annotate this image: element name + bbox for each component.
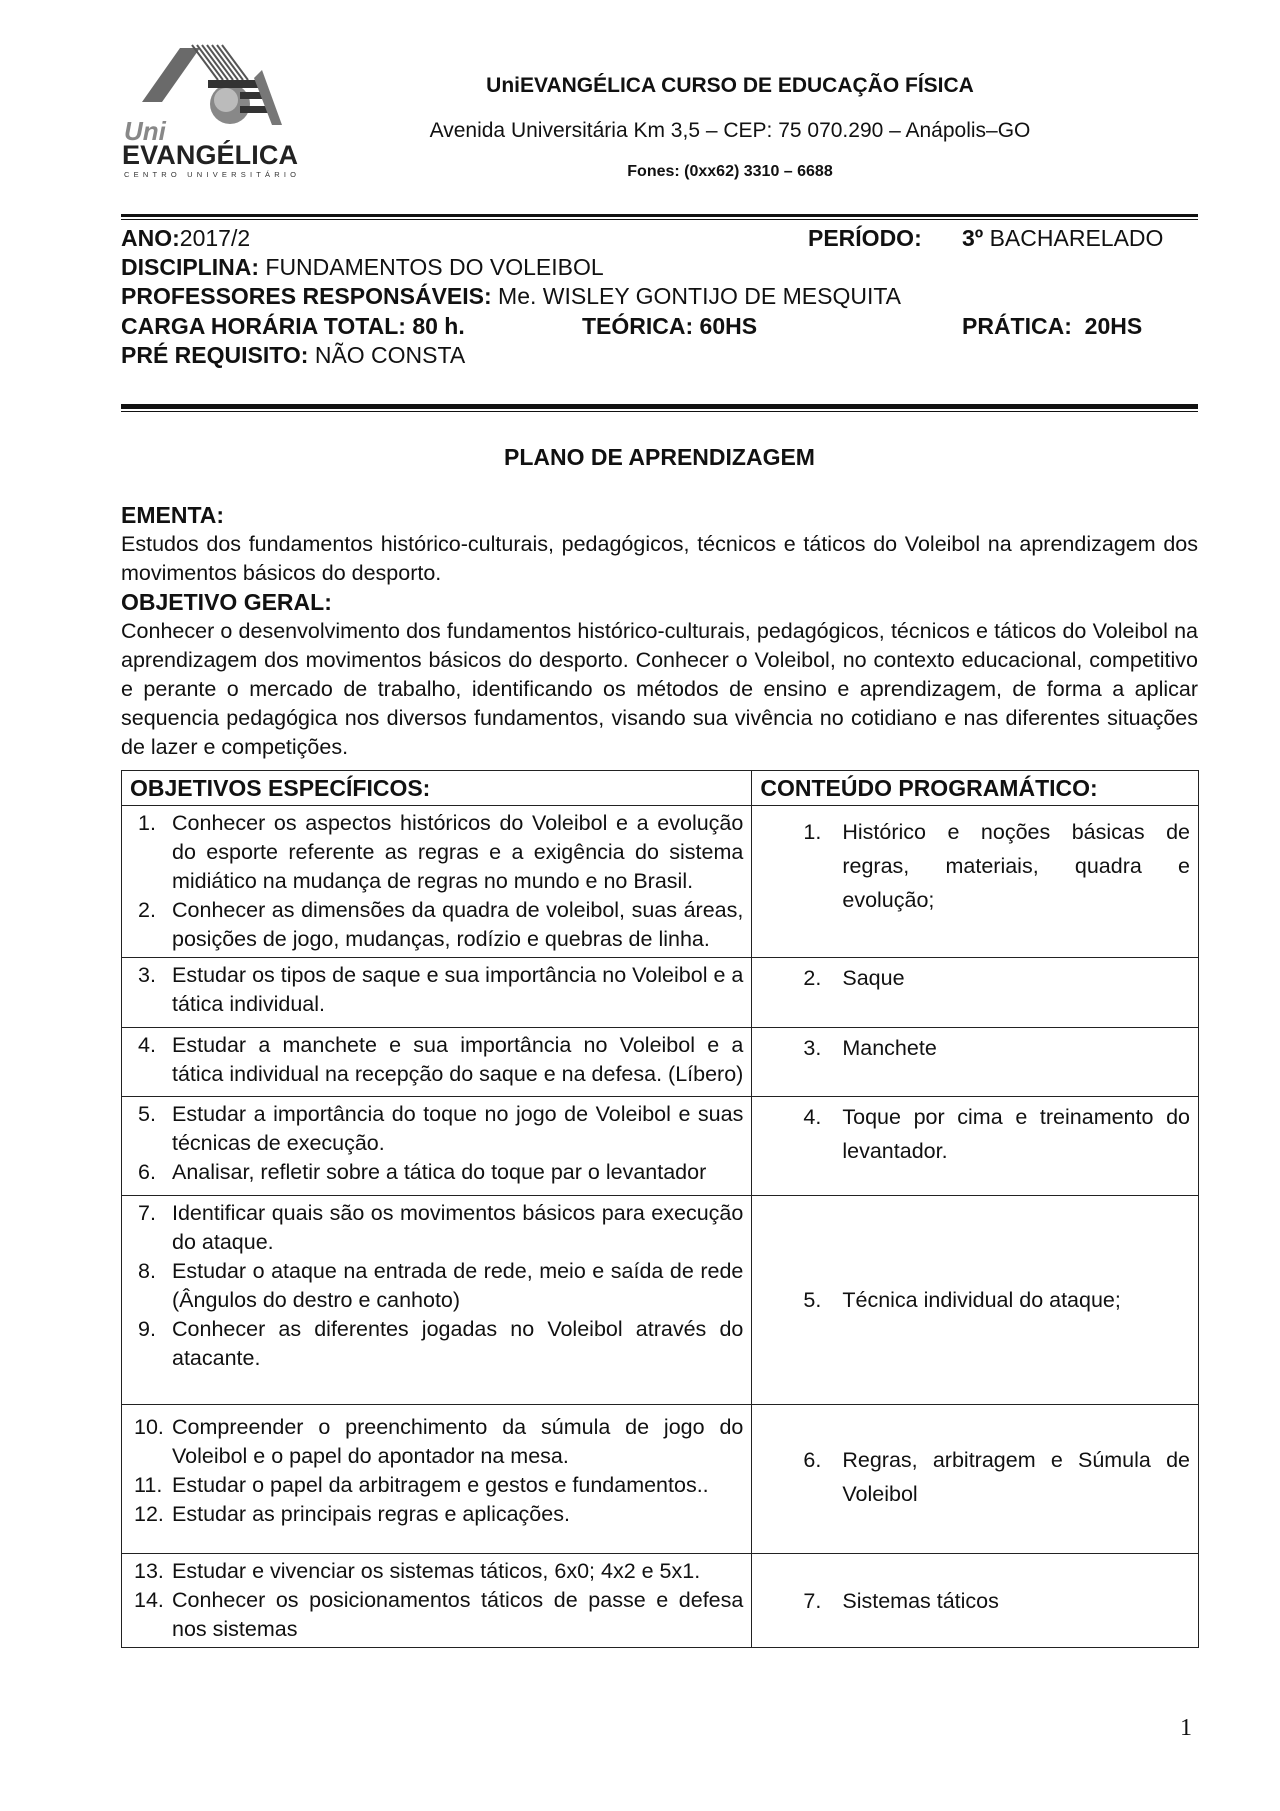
prerequisito-value: NÃO CONSTA <box>314 342 466 368</box>
objective-item: 1. Conhecer os aspectos históricos do Voleibol e a evolução do esporte referente as regras e a exigência do sistema midiático na mudança de regras no mundo e no Brasil. <box>138 811 744 893</box>
table-row <box>122 1097 1199 1196</box>
logo-centro-text: CENTRO UNIVERSITÁRIO <box>124 170 296 179</box>
objective-item: 13. Estudar e vivenciar os sistemas táticos, 6x0; 4x2 e 5x1. <box>134 1559 701 1583</box>
disciplina-value: FUNDAMENTOS DO VOLEIBOL <box>265 254 604 280</box>
objective-item: 12. Estudar as principais regras e aplicações. <box>134 1502 570 1526</box>
table-header-row <box>122 771 1199 806</box>
content-item: 4. Toque por cima e treinamento do levantador. <box>803 1105 1190 1163</box>
periodo-num: 3º <box>962 225 984 251</box>
objective-item: 2. Conhecer as dimensões da quadra de voleibol, suas áreas, posições de jogo, mudanças, rodízio e quebras de linha. <box>138 898 744 951</box>
periodo-line <box>962 224 1163 252</box>
table-row <box>122 806 1199 958</box>
logo-evangelica-text: EVANGÉLICA <box>122 140 298 170</box>
institution-phones: Fones: (0xx62) 3310 – 6688 <box>627 163 833 180</box>
table-row <box>122 1554 1199 1648</box>
objective-item: 8. Estudar o ataque na entrada de rede, meio e saída de rede (Ângulos do destro e canhoto) <box>138 1259 744 1312</box>
plano-title: PLANO DE APRENDIZAGEM <box>504 444 815 470</box>
logo-uni-text: Uni <box>124 116 166 146</box>
objective-item: 4. Estudar a manchete e sua importância no Voleibol e a tática individual na recepção do saque e na defesa. (Líbero) <box>138 1033 744 1086</box>
ementa-heading: EMENTA: <box>121 502 225 528</box>
content-item: 7. Sistemas táticos <box>803 1588 999 1613</box>
table-row <box>122 1028 1199 1097</box>
content-item: 5. Técnica individual do ataque; <box>803 1288 1121 1312</box>
header-divider <box>121 214 1198 217</box>
objective-item: 10. Compreender o preenchimento da súmula de jogo do Voleibol e o papel do apontador na mesa. <box>134 1415 744 1468</box>
header-divider-thin <box>121 219 1198 220</box>
objetivos-header: OBJETIVOS ESPECÍFICOS: <box>122 771 752 806</box>
professores-line <box>121 282 901 310</box>
disciplina-label: DISCIPLINA: <box>121 254 259 280</box>
conteudo-header: CONTEÚDO PROGRAMÁTICO: <box>752 771 1199 806</box>
professores-label: PROFESSORES RESPONSÁVEIS: <box>121 283 492 309</box>
institution-address: Avenida Universitária Km 3,5 – CEP: 75 070.290 – Anápolis–GO <box>429 119 1031 142</box>
objective-item: 3. Estudar os tipos de saque e sua importância no Voleibol e a tática individual. <box>138 963 744 1016</box>
prerequisito-label: PRÉ REQUISITO: <box>121 342 309 368</box>
ementa-text: Estudos dos fundamentos histórico-culturais, pedagógicos, técnicos e táticos do Voleibol na aprendizagem dos movimentos básicos do desporto. <box>121 532 1198 585</box>
objective-item: 5. Estudar a importância do toque no jogo de Voleibol e suas técnicas de execução. <box>138 1102 744 1155</box>
table-row <box>122 1196 1199 1405</box>
table-row <box>122 1405 1199 1554</box>
objetivo-geral-heading: OBJETIVO GERAL: <box>121 589 332 615</box>
pratica-hours: PRÁTICA: 20HS <box>962 313 1143 339</box>
carga-value: 80 h. <box>412 313 465 339</box>
institution-title: UniEVANGÉLICA CURSO DE EDUCAÇÃO FÍSICA <box>486 74 974 97</box>
objective-item: 11. Estudar o papel da arbitragem e gestos e fundamentos.. <box>134 1473 709 1497</box>
objetivos-table <box>121 770 1199 1648</box>
page-number: 1 <box>1180 1715 1192 1741</box>
carga-label: CARGA HORÁRIA TOTAL: <box>121 313 406 339</box>
periodo-value: BACHARELADO <box>989 225 1164 251</box>
professores-value: Me. WISLEY GONTIJO DE MESQUITA <box>498 283 902 309</box>
objetivo-geral-text: Conhecer o desenvolvimento dos fundamentos histórico-culturais, pedagógicos, técnicos e táticos do Voleibol na aprendizagem dos movimentos básicos do desporto. Conhecer o Voleibol, no contexto educacional, competitivo e perante o mercado de trabalho, identificando os métodos de ensino e aprendizagem, de forma a aplicar sequencia pedagógica nos diversos fundamentos, visando sua vivência no cotidiano e nas diferentes situações de lazer e competições. <box>121 619 1198 759</box>
ano-value: 2017/2 <box>179 225 251 251</box>
objective-item: 6. Analisar, refletir sobre a tática do toque par o levantador <box>138 1160 707 1184</box>
objective-item: 14. Conhecer os posicionamentos táticos de passe e defesa nos sistemas <box>134 1588 744 1641</box>
table-row <box>122 958 1199 1028</box>
info-divider-thin <box>121 411 1198 412</box>
ano-label: ANO: <box>121 225 180 251</box>
disciplina-line <box>121 253 604 281</box>
info-divider <box>121 404 1198 409</box>
content-item: 3. Manchete <box>803 1036 937 1060</box>
prerequisito-line <box>121 341 465 369</box>
periodo-label: PERÍODO: <box>808 225 922 251</box>
carga-line <box>121 312 465 340</box>
content-item: 2. Saque <box>803 966 905 990</box>
ano-line <box>121 224 250 252</box>
unievangelica-logo <box>122 40 302 185</box>
objective-item: 9. Conhecer as diferentes jogadas no Voleibol através do atacante. <box>138 1317 744 1370</box>
content-item: 1. Histórico e noções básicas de regras, materiais, quadra e evolução; <box>803 820 1190 912</box>
content-item: 6. Regras, arbitragem e Súmula de Voleibol <box>803 1448 1190 1506</box>
objective-item: 7. Identificar quais são os movimentos básicos para execução do ataque. <box>138 1201 744 1254</box>
ementa-section <box>121 501 1198 762</box>
teorica-hours: TEÓRICA: 60HS <box>582 313 758 339</box>
